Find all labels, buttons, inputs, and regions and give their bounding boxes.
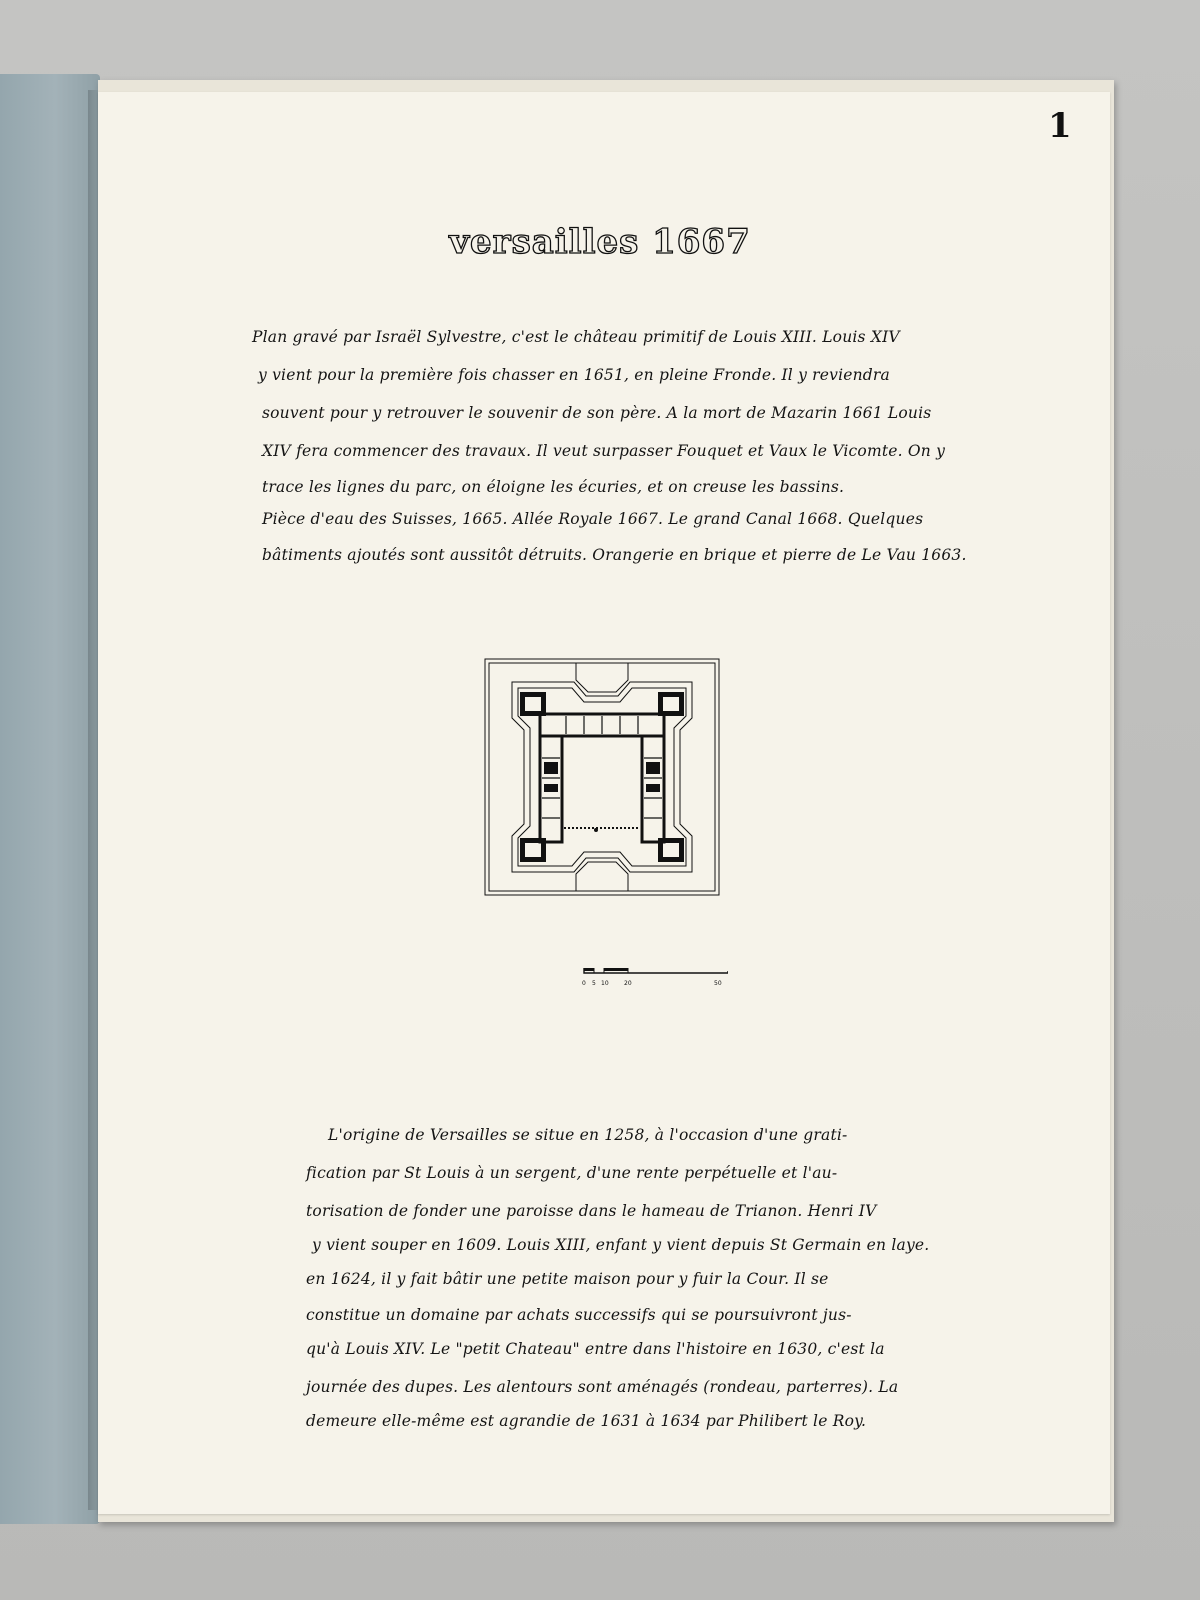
intro-line: souvent pour y retrouver le souvenir de son père. A la mort de Mazarin 1661 Louis xyxy=(262,404,932,422)
chateau-floor-plan xyxy=(484,658,720,896)
history-line: L'origine de Versailles se situe en 1258, à l'occasion d'une grati- xyxy=(328,1126,848,1144)
page-title: versailles 1667 xyxy=(449,222,751,262)
scale-label: 20 xyxy=(624,980,632,987)
history-line: qu'à Louis XIV. Le "petit Chateau" entre dans l'histoire en 1630, c'est la xyxy=(306,1340,885,1358)
intro-line: bâtiments ajoutés sont aussitôt détruits. Orangerie en brique et pierre de Le Vau 1663. xyxy=(262,546,967,564)
history-line: constitue un domaine par achats successifs qui se poursuivront jus- xyxy=(306,1306,852,1324)
scale-label: 5 xyxy=(592,980,596,987)
page-number: 1 xyxy=(1048,106,1072,146)
plan-bottom-court xyxy=(576,862,628,891)
plan-top-court xyxy=(576,663,628,692)
history-line: fication par St Louis à un sergent, d'une rente perpétuelle et l'au- xyxy=(306,1164,838,1182)
intro-line: XIV fera commencer des travaux. Il veut surpasser Fouquet et Vaux le Vicomte. On y xyxy=(262,442,946,460)
history-line: journée des dupes. Les alentours sont aménagés (rondeau, parterres). La xyxy=(306,1378,899,1396)
intro-line: Plan gravé par Israël Sylvestre, c'est le château primitif de Louis XIII. Louis XIV xyxy=(252,328,900,346)
history-line: torisation de fonder une paroisse dans le hameau de Trianon. Henri IV xyxy=(306,1202,877,1220)
plan-scale-bar xyxy=(580,964,728,988)
binder-cover xyxy=(0,74,100,1524)
intro-line: Pièce d'eau des Suisses, 1665. Allée Royale 1667. Le grand Canal 1668. Quelques xyxy=(262,510,924,528)
intro-line: y vient pour la première fois chasser en 1651, en pleine Fronde. Il y reviendra xyxy=(258,366,890,384)
scale-label: 0 xyxy=(582,980,586,987)
history-line: en 1624, il y fait bâtir une petite maison pour y fuir la Cour. Il se xyxy=(306,1270,829,1288)
intro-line: trace les lignes du parc, on éloigne les écuries, et on creuse les bassins. xyxy=(262,478,845,496)
history-line: y vient souper en 1609. Louis XIII, enfant y vient depuis St Germain en laye. xyxy=(312,1236,930,1254)
scale-label: 10 xyxy=(601,980,609,987)
history-line: demeure elle-même est agrandie de 1631 à 1634 par Philibert le Roy. xyxy=(306,1412,867,1430)
scale-label: 50 xyxy=(714,980,722,987)
